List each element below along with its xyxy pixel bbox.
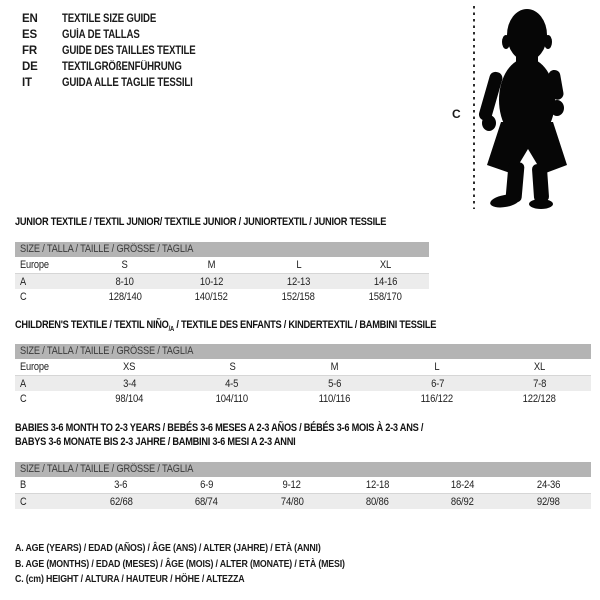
row-label: C [20,496,27,508]
size-cell: L [296,259,302,271]
value-cell: 8-10 [115,276,134,288]
size-header-bar [15,462,591,477]
row-label: Europe [20,259,49,271]
row-label: C [20,393,27,405]
lang-code: ES [22,29,37,41]
children-table-title [15,318,516,332]
value-cell: 18-24 [451,479,475,491]
value-cell: 158/170 [369,291,403,303]
value-cell: 9-12 [282,479,301,491]
value-cell: 68/74 [195,496,218,508]
junior-table-title-text: JUNIOR TEXTILE / TEXTIL JUNIOR/ TEXTILE JUNIOR / JUNIORTEXTIL / JUNIOR TESSILE [15,216,387,228]
row-label: C [20,291,27,303]
children-size-table [15,344,591,407]
baby-silhouette-icon [478,2,600,214]
junior-size-table [15,242,429,305]
lang-row-es [22,27,221,43]
table-row [15,257,429,273]
lang-code: DE [22,61,38,73]
lang-row-it [22,75,221,91]
size-cell: L [434,361,440,373]
value-cell: 5-6 [328,378,342,390]
footnote-a: A. AGE (YEARS) / EDAD (AÑOS) / ÂGE (ANS) / ALTER (JAHRE) / ETÀ (ANNI) [15,542,321,554]
row-label: A [20,378,26,390]
value-cell: 14-16 [373,276,398,288]
row-label: B [20,479,26,491]
value-cell: 140/152 [195,291,229,303]
value-cell: 10-12 [199,276,224,288]
table-row [15,391,591,407]
lang-title: TEXTILGRÖßENFÜHRUNG [62,61,182,73]
value-cell: 122/128 [523,393,557,405]
value-cell: 74/80 [280,496,304,508]
table-row [15,375,591,391]
size-cell: XL [379,259,392,271]
value-cell: 7-8 [533,378,547,390]
size-cell: M [207,259,216,271]
value-cell: 3-6 [114,479,128,491]
size-cell: M [330,361,339,373]
nino-a-subscript: /A [168,326,175,334]
size-header-text: SIZE / TALLA / TAILLE / GRÖSSE / TAGLIA [20,243,194,255]
value-cell: 128/140 [108,291,142,303]
table-row [15,289,429,305]
babies-table-title-line2: BABYS 3-6 MONATE BIS 2-3 JAHRE / BAMBINI 3-6 MESI A 2-3 ANNI [15,436,296,448]
babies-table-title-line1: BABIES 3-6 MONTH TO 2-3 YEARS / BEBÉS 3-6 MESES A 2-3 AÑOS / BÉBÉS 3-6 MOIS À 2-3 ANS / [15,422,424,434]
size-header-bar [15,344,591,359]
lang-row-fr [22,43,221,59]
value-cell: 6-7 [430,378,444,390]
value-cell: 116/122 [421,393,454,405]
lang-title: GUIDA ALLE TAGLIE TESSILI [62,77,193,89]
size-cell: XL [534,361,546,373]
table-row [15,359,591,375]
lang-title: GUÍA DE TALLAS [62,29,140,41]
babies-size-table [15,462,591,509]
size-header-text: SIZE / TALLA / TAILLE / GRÖSSE / TAGLIA [20,463,194,475]
value-cell: 92/98 [536,496,560,508]
language-title-block [22,11,221,91]
value-cell: 98/104 [115,393,144,405]
value-cell: 104/110 [215,393,249,405]
value-cell: 4-5 [225,378,239,390]
row-label: A [20,276,26,288]
lang-code: FR [22,45,37,57]
lang-title: TEXTILE SIZE GUIDE [62,13,157,25]
table-row [15,477,591,493]
footnote-c: C. (cm) HEIGHT / ALTURA / HAUTEUR / HÖHE / ALTEZZA [15,573,245,585]
value-cell: 86/92 [451,496,475,508]
size-cell: S [229,361,236,373]
footnotes [15,541,408,588]
size-cell: XS [123,361,136,373]
junior-table-title [15,215,457,229]
value-cell: 12-18 [365,479,389,491]
lang-title: GUIDE DES TAILLES TEXTILE [62,45,196,57]
size-header-bar [15,242,429,257]
lang-code: EN [22,13,38,25]
height-dashed-line [473,6,475,209]
footnote-b: B. AGE (MONTHS) / EDAD (MESES) / ÂGE (MOIS) / ALTER (MONATE) / ETÀ (MESI) [15,557,345,570]
value-cell: 62/68 [109,496,133,508]
row-label: Europe [20,361,49,373]
value-cell: 24-36 [536,479,560,491]
children-table-title-text: CHILDREN'S TEXTILE / TEXTIL $NIÑO_{/A}$ / TEXTILE DES ENFANTS / KINDERTEXTIL / BAMBINI TESSILE [15,319,437,334]
value-cell: 110/116 [318,393,351,405]
value-cell: 12-13 [286,276,311,288]
lang-row-en [22,11,221,27]
value-cell: 152/158 [282,291,316,303]
size-header-text: SIZE / TALLA / TAILLE / GRÖSSE / TAGLIA [20,345,194,357]
lang-row-de [22,59,221,75]
table-row [15,273,429,289]
value-cell: 3-4 [123,378,137,390]
value-cell: 6-9 [199,479,214,491]
height-c-label: C [452,107,461,121]
table-row [15,493,591,509]
size-cell: S [121,259,128,271]
lang-code: IT [22,77,32,89]
value-cell: 80/86 [365,496,389,508]
